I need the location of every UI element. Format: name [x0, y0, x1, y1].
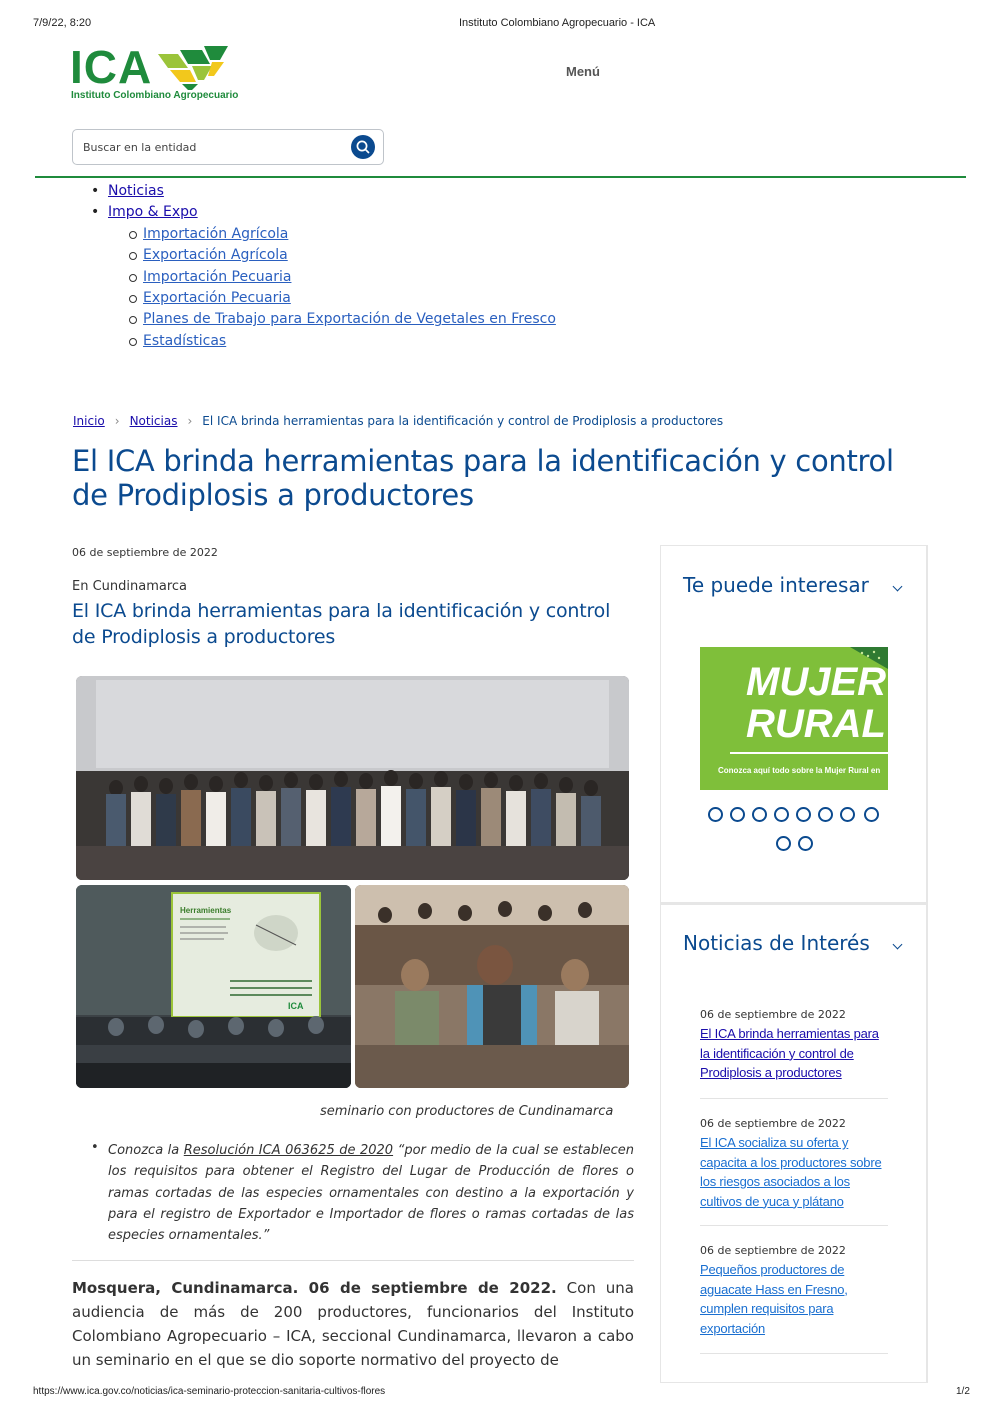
- search-icon: [351, 135, 375, 159]
- banner-line2: RURAL: [746, 702, 886, 746]
- news-heading[interactable]: Noticias de Interés: [683, 931, 870, 955]
- nav-label[interactable]: Noticias: [108, 183, 164, 199]
- resolution-link[interactable]: Resolución ICA 063625 de 2020: [183, 1143, 394, 1158]
- article-region: En Cundinamarca: [72, 579, 188, 594]
- resolution-bullet: [108, 1140, 634, 1246]
- nav-item-exportacion-agricola[interactable]: [72, 245, 556, 266]
- banner-line1: MUJER: [746, 660, 887, 704]
- news-date: 06 de septiembre de 2022: [700, 1008, 846, 1021]
- carousel-dot[interactable]: [730, 807, 745, 822]
- news-divider: [700, 1353, 888, 1354]
- carousel-dot[interactable]: [776, 836, 791, 851]
- carousel-dot[interactable]: [708, 807, 723, 822]
- news-link[interactable]: El ICA brinda herramientas para la identificación y control de Prodiplosis a productores: [700, 1026, 879, 1080]
- photo-group: [76, 676, 629, 880]
- ica-logo[interactable]: [70, 41, 240, 106]
- nav-item-importacion-pecuaria[interactable]: [72, 267, 556, 288]
- nav-item-estadisticas[interactable]: [72, 331, 556, 352]
- audience-photo-image: [355, 885, 629, 1088]
- search-button[interactable]: [351, 135, 375, 159]
- breadcrumb-current: El ICA brinda herramientas para la identificación y control de Prodiplosis a productores: [202, 414, 724, 428]
- news-divider: [700, 1098, 888, 1099]
- breadcrumb-noticias[interactable]: Noticias: [129, 414, 178, 428]
- article-subtitle: El ICA brinda herramientas para la identificación y control de Prodiplosis a productores: [72, 600, 611, 648]
- nav-label[interactable]: Exportación Agrícola: [143, 247, 288, 264]
- chevron-right-icon: ›: [114, 414, 120, 428]
- carousel-dot[interactable]: [818, 807, 833, 822]
- poster-title: Herramientas: [180, 906, 232, 915]
- article-date: 06 de septiembre de 2022: [72, 546, 218, 559]
- banner-caption: Conozca aquí todo sobre la Mujer Rural en: [718, 766, 881, 775]
- carousel-dot[interactable]: [796, 807, 811, 822]
- menu-button[interactable]: Menú: [566, 64, 600, 79]
- print-datetime: 7/9/22, 8:20: [33, 17, 92, 29]
- nav-label[interactable]: Impo & Expo: [108, 204, 198, 221]
- interest-heading[interactable]: Te puede interesar: [683, 573, 869, 597]
- nav-label[interactable]: Planes de Trabajo para Exportación de Vegetales en Fresco: [143, 311, 556, 328]
- news-item: [700, 1244, 888, 1338]
- bullet-prefix: Conozca la: [108, 1143, 184, 1158]
- nav-item-importacion-agricola[interactable]: [72, 224, 556, 245]
- logo-text: ICA: [70, 41, 153, 93]
- header-divider: [35, 176, 966, 178]
- body-lead: Mosquera, Cundinamarca. 06 de septiembre de 2022.: [72, 1279, 557, 1297]
- group-photo-image: [76, 676, 629, 880]
- logo-subtitle: Instituto Colombiano Agropecuario: [71, 90, 239, 101]
- search-input[interactable]: [83, 138, 343, 156]
- main-nav: [72, 181, 556, 352]
- mujer-rural-banner[interactable]: [700, 647, 888, 790]
- banner-divider: [730, 752, 888, 754]
- nav-item-exportacion-pecuaria[interactable]: [72, 288, 556, 309]
- news-link[interactable]: El ICA socializa su oferta y capacita a los productores sobre los riesgos asociados a los cultivos de yuca y plátano: [700, 1135, 882, 1209]
- bullet-text: “por medio de la cual se establecen los requisitos para obtener el Registro del Lugar de Producción de flores o ramas cortadas de las especies ornamentales con destino a la exportación y para el registro de Exportador e Importador de flores o ramas cortadas de las especies ornamentales.”: [108, 1143, 634, 1244]
- news-item: [700, 1117, 888, 1211]
- print-page-title: Instituto Colombiano Agropecuario - ICA: [459, 17, 656, 29]
- news-link[interactable]: Pequeños productores de aguacate Hass en Fresno, cumplen requisitos para exportación: [700, 1262, 848, 1336]
- chevron-right-icon: ›: [187, 414, 193, 428]
- breadcrumb: [73, 414, 723, 428]
- article-body: [72, 1276, 634, 1372]
- nav-label[interactable]: Importación Pecuaria: [143, 268, 292, 285]
- carousel-dot[interactable]: [864, 807, 879, 822]
- photo-seminar: [76, 885, 351, 1088]
- poster-brand: ICA: [288, 1001, 304, 1011]
- nav-label[interactable]: Exportación Pecuaria: [143, 290, 291, 307]
- nav-label[interactable]: Importación Agrícola: [143, 225, 289, 242]
- news-date: 06 de septiembre de 2022: [700, 1117, 846, 1130]
- news-item: [700, 1008, 888, 1083]
- photo-caption: seminario con productores de Cundinamarca: [320, 1104, 614, 1119]
- search-box: [72, 129, 384, 165]
- nav-item-noticias[interactable]: [72, 181, 556, 202]
- carousel-dot[interactable]: [798, 836, 813, 851]
- body-paragraph: Con una audiencia de más de 200 productores, funcionarios del Instituto Colombiano Agropecuario – ICA, seccional Cundinamarca, llevaron a cabo un seminario en el que se dio soporte normativo del proyecto de: [72, 1279, 634, 1369]
- content-divider: [72, 1260, 634, 1261]
- print-url: https://www.ica.gov.co/noticias/ica-seminario-proteccion-sanitaria-cultivos-flores: [33, 1386, 386, 1397]
- photo-audience: [355, 885, 629, 1088]
- print-page-number: 1/2: [956, 1386, 970, 1397]
- news-divider: [700, 1225, 888, 1226]
- nav-label[interactable]: Estadísticas: [143, 332, 227, 349]
- nav-item-planes-de-trabajo[interactable]: [72, 309, 556, 330]
- nav-item-impo-expo[interactable]: [72, 202, 556, 223]
- page-title: El ICA brinda herramientas para la identificación y control de Prodiplosis a productores: [72, 444, 894, 512]
- bullet-dot: •: [91, 1140, 99, 1155]
- carousel-dot[interactable]: [752, 807, 767, 822]
- seminar-photo-image: [76, 885, 351, 1088]
- carousel-dot[interactable]: [774, 807, 789, 822]
- carousel-dot[interactable]: [840, 807, 855, 822]
- logo-mark-icon: [158, 46, 230, 90]
- breadcrumb-inicio[interactable]: Inicio: [73, 414, 105, 428]
- news-date: 06 de septiembre de 2022: [700, 1244, 846, 1257]
